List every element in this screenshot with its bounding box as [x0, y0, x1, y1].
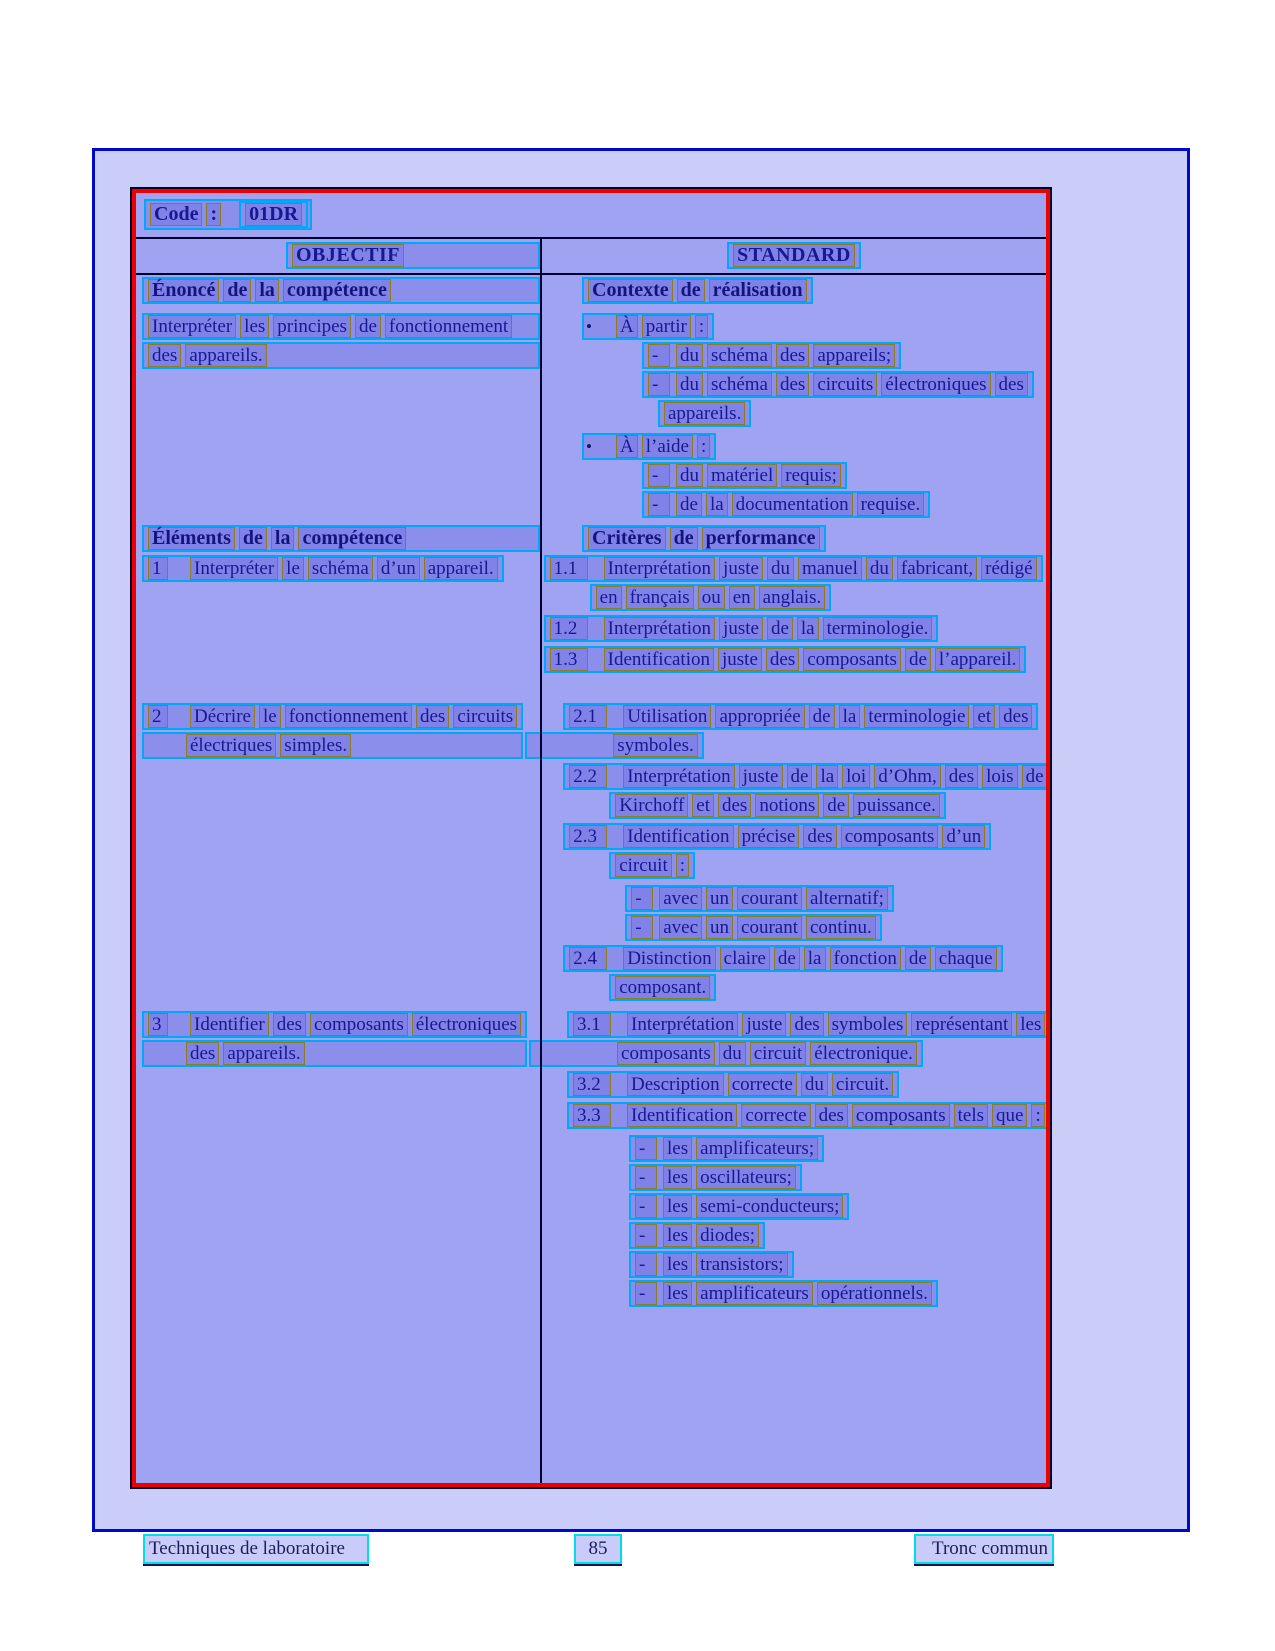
word-box: terminologie	[864, 705, 969, 728]
word-box: des	[999, 705, 1032, 728]
word-box: avec	[659, 916, 702, 939]
word-box: d’un	[377, 557, 420, 580]
criteria-1-cell	[506, 553, 1046, 701]
word-box: un	[706, 887, 733, 910]
word-box: semi-conducteurs;	[696, 1195, 843, 1218]
word-box: en	[596, 586, 622, 609]
word-box: et	[973, 705, 995, 728]
objectif-highlight	[286, 242, 540, 269]
word-box: de	[355, 315, 381, 338]
criterion-line	[567, 1011, 1046, 1038]
word-box: circuit	[615, 854, 672, 877]
word-box: des	[273, 1013, 306, 1036]
bullet-item	[582, 313, 714, 340]
element-1-cell	[136, 553, 504, 701]
criterion-2-3	[525, 823, 1046, 941]
word-box: de	[1022, 765, 1046, 788]
word-box: correcte	[728, 1073, 797, 1096]
element-line	[142, 1040, 527, 1067]
criterion-line	[525, 732, 704, 759]
criterion-line	[563, 703, 1038, 730]
criterion-line	[590, 584, 832, 611]
word-box: de	[787, 765, 813, 788]
code-label: Code	[150, 203, 202, 226]
competency-table	[130, 187, 1052, 1489]
criterion-number: 3.2	[573, 1073, 611, 1096]
criterion-number: 1.3	[550, 648, 588, 671]
statement-line	[142, 313, 540, 340]
word-box: Critères	[588, 527, 666, 550]
element-3-cell	[136, 1009, 527, 1483]
word-box: transistors;	[696, 1253, 787, 1276]
criterion-2-4	[525, 945, 1046, 1001]
dash-item	[629, 1251, 794, 1278]
word-box: continu.	[806, 916, 876, 939]
word-box: avec	[659, 887, 702, 910]
word-box: partir	[642, 315, 691, 338]
word-box: Interprétation	[623, 765, 734, 788]
element-number: 2	[148, 705, 168, 728]
criterion-number: 2.3	[569, 825, 607, 848]
table-header-row	[136, 239, 1046, 275]
word-box: terminologie.	[823, 617, 933, 640]
criterion-3-2	[529, 1071, 1046, 1098]
word-box: du	[801, 1073, 828, 1096]
word-box: Identification	[604, 648, 714, 671]
context-list	[542, 313, 1036, 518]
word-box: Interprétation	[627, 1013, 738, 1036]
word-box: d’un	[942, 825, 985, 848]
word-box: Énoncé	[148, 279, 219, 302]
word-box: loi	[842, 765, 870, 788]
dash-item	[629, 1164, 802, 1191]
word-box: composants	[310, 1013, 408, 1036]
column-header-standard: STANDARD	[733, 244, 855, 267]
word-box: l’appareil.	[935, 648, 1021, 671]
word-box: des	[776, 344, 809, 367]
word-box: schéma	[707, 344, 772, 367]
word-box: les	[663, 1166, 692, 1189]
section-title-elements	[142, 525, 540, 552]
dash-icon: -	[635, 1195, 657, 1218]
element-line	[142, 703, 523, 730]
word-box: de	[774, 947, 800, 970]
word-box: juste	[719, 617, 763, 640]
word-box: le	[259, 705, 281, 728]
word-box: rédigé	[981, 557, 1036, 580]
dash-icon: -	[648, 464, 670, 487]
word-box: appareils.	[223, 1042, 304, 1065]
word-box: performance	[702, 527, 820, 550]
word-box: de	[905, 648, 931, 671]
word-box: :	[676, 854, 689, 877]
code-line	[144, 199, 312, 230]
dash-icon: -	[635, 1137, 657, 1160]
word-box: symboles.	[613, 734, 698, 757]
word-box: anglais.	[759, 586, 826, 609]
word-box: Interpréter	[148, 315, 236, 338]
word-box: composants	[841, 825, 939, 848]
word-box: diodes;	[696, 1224, 759, 1247]
section-title-contexte	[582, 277, 813, 304]
word-box: courant	[737, 916, 802, 939]
criterion-line	[609, 974, 716, 1001]
criterion-1-2	[506, 615, 1043, 642]
word-box: amplificateurs;	[696, 1137, 818, 1160]
word-box: appareils.	[664, 402, 745, 425]
word-box: Interpréter	[190, 557, 278, 580]
section-headers-row	[136, 523, 1046, 553]
word-box: fonctionnement	[285, 705, 412, 728]
criterion-line	[544, 555, 1043, 582]
word-box: appropriée	[715, 705, 804, 728]
footer-page-number: 85	[574, 1534, 622, 1564]
word-box: courant	[737, 887, 802, 910]
word-box: des	[416, 705, 449, 728]
dash-item	[629, 1280, 938, 1307]
criterion-line	[529, 1040, 923, 1067]
criterion-line	[609, 852, 695, 879]
word-box: notions	[755, 794, 819, 817]
criterion-1-3	[506, 646, 1043, 673]
word-box: Identification	[627, 1104, 737, 1127]
word-box: que	[992, 1104, 1027, 1127]
word-box: schéma	[308, 557, 373, 580]
word-box: des	[186, 1042, 219, 1065]
word-box: circuit.	[832, 1073, 893, 1096]
word-box: opérationnels.	[817, 1282, 932, 1305]
table-red-frame	[132, 189, 1050, 1487]
competency-statement	[142, 313, 540, 369]
word-box: des	[766, 648, 799, 671]
criterion-number: 1.1	[550, 557, 588, 580]
word-box: circuits	[453, 705, 517, 728]
dash-icon: -	[631, 916, 653, 939]
word-box: français	[626, 586, 694, 609]
word-box: manuel	[798, 557, 862, 580]
word-box: composants	[852, 1104, 950, 1127]
word-box: fonctionnement	[385, 315, 512, 338]
word-box: la	[255, 279, 279, 302]
footer-program-name: Techniques de laboratoire	[143, 1534, 369, 1564]
word-box: fonction	[830, 947, 901, 970]
dash-item	[629, 1135, 824, 1162]
word-box: précise	[738, 825, 800, 848]
word-box: appareil.	[424, 557, 498, 580]
criterion-line	[563, 945, 1002, 972]
element-item-2	[142, 703, 523, 759]
word-box: compétence	[298, 527, 406, 550]
word-box: compétence	[283, 279, 391, 302]
word-box: requis;	[781, 464, 841, 487]
word-box: :	[697, 435, 710, 458]
word-box: principes	[273, 315, 351, 338]
dash-item	[642, 462, 847, 489]
criterion-line	[563, 763, 1046, 790]
criterion-3-1	[529, 1011, 1046, 1067]
criterion-3-3	[529, 1102, 1046, 1307]
section-statement-row	[136, 275, 1046, 523]
word-box: des	[776, 373, 809, 396]
word-box: de	[767, 617, 793, 640]
dash-icon: -	[635, 1166, 657, 1189]
bullet-icon: •	[586, 437, 592, 456]
word-box: documentation	[732, 493, 853, 516]
table-body	[136, 275, 1046, 1483]
word-box: des	[148, 344, 181, 367]
word-box: électronique.	[810, 1042, 917, 1065]
word-box: réalisation	[709, 279, 807, 302]
element-row-1	[136, 553, 1046, 701]
word-box: du	[676, 344, 703, 367]
word-box: alternatif;	[806, 887, 888, 910]
word-box: schéma	[707, 373, 772, 396]
section-title-enonce	[142, 277, 540, 304]
element-row-3	[136, 1009, 1046, 1483]
column-divider	[540, 275, 542, 1483]
word-box: requise.	[857, 493, 925, 516]
word-box: lois	[982, 765, 1017, 788]
criterion-line	[567, 1071, 899, 1098]
word-box: Décrire	[190, 705, 255, 728]
word-box: Interprétation	[604, 557, 715, 580]
word-box: chaque	[935, 947, 997, 970]
word-box: de	[676, 493, 702, 516]
word-box: les	[663, 1253, 692, 1276]
word-box: tels	[954, 1104, 988, 1127]
word-box: À	[616, 315, 638, 338]
criterion-2-2	[525, 763, 1046, 819]
word-box: électroniques	[412, 1013, 521, 1036]
word-box: du	[719, 1042, 746, 1065]
word-box: les	[663, 1282, 692, 1305]
criteria-2-cell	[525, 701, 1046, 1009]
word-box: des	[790, 1013, 823, 1036]
word-box: électroniques	[881, 373, 990, 396]
dash-item	[642, 371, 1034, 398]
word-box: juste	[742, 1013, 786, 1036]
word-box: Identifier	[190, 1013, 269, 1036]
dash-icon: -	[648, 373, 670, 396]
criterion-number: 2.2	[569, 765, 607, 788]
criterion-number: 3.1	[573, 1013, 611, 1036]
criterion-number: 3.3	[573, 1104, 611, 1127]
word-box: en	[729, 586, 755, 609]
footer-stream: Tronc commun	[914, 1534, 1054, 1564]
word-box: de	[223, 279, 251, 302]
column-header-objectif: OBJECTIF	[292, 244, 404, 267]
word-box: matériel	[707, 464, 777, 487]
word-box: À	[616, 435, 638, 458]
bullet-item	[582, 433, 716, 460]
word-box: amplificateurs	[696, 1282, 813, 1305]
code-value-box	[239, 201, 308, 228]
header-cell-objectif	[136, 239, 542, 273]
criterion-line	[544, 615, 939, 642]
criterion-line	[563, 823, 991, 850]
word-box: Distinction	[623, 947, 715, 970]
dash-icon: -	[648, 344, 670, 367]
word-box: juste	[739, 765, 783, 788]
criterion-line	[544, 646, 1027, 673]
word-box: Kirchoff	[615, 794, 688, 817]
dash-item-continuation	[658, 400, 751, 427]
word-box: de	[239, 527, 267, 550]
word-box: de	[823, 794, 849, 817]
word-box: juste	[719, 557, 763, 580]
word-box: puissance.	[853, 794, 940, 817]
word-box: :	[1031, 1104, 1044, 1127]
word-box: symboles	[828, 1013, 908, 1036]
element-number: 3	[148, 1013, 168, 1036]
word-box: la	[797, 617, 819, 640]
statement-cell	[136, 275, 540, 523]
dash-item	[642, 491, 930, 518]
word-box: de	[809, 705, 835, 728]
word-box: fabricant,	[897, 557, 977, 580]
word-box: électriques	[186, 734, 276, 757]
word-box: la	[706, 493, 728, 516]
word-box: les	[663, 1195, 692, 1218]
element-row-2	[136, 701, 1046, 1009]
criterion-1-1	[506, 555, 1043, 611]
criterion-line	[609, 792, 946, 819]
word-box: représentant	[911, 1013, 1012, 1036]
dash-icon: -	[631, 887, 653, 910]
element-item-3	[142, 1011, 527, 1067]
word-box: du	[676, 373, 703, 396]
word-box: claire	[720, 947, 770, 970]
header-cell-standard	[542, 239, 1046, 273]
word-box: Éléments	[148, 527, 235, 550]
section-title-criteres	[582, 525, 826, 552]
word-box: des	[815, 1104, 848, 1127]
code-colon: :	[206, 203, 221, 226]
dash-item	[642, 342, 901, 369]
criterion-number: 2.1	[569, 705, 607, 728]
element-item-1	[142, 555, 504, 582]
word-box: circuits	[813, 373, 877, 396]
code-row	[136, 193, 1046, 239]
word-box: et	[692, 794, 714, 817]
word-box: les	[1016, 1013, 1045, 1036]
word-box: le	[282, 557, 304, 580]
criterion-number: 2.4	[569, 947, 607, 970]
word-box: juste	[718, 648, 762, 671]
criteria-3-cell	[529, 1009, 1046, 1483]
word-box: les	[240, 315, 269, 338]
word-box: Utilisation	[623, 705, 711, 728]
word-box: composants	[617, 1042, 715, 1065]
criterion-line	[567, 1102, 1046, 1129]
word-box: de	[905, 947, 931, 970]
criterion-number: 1.2	[550, 617, 588, 640]
dash-icon: -	[648, 493, 670, 516]
word-box: des	[945, 765, 978, 788]
element-2-cell	[136, 701, 523, 1009]
word-box: la	[816, 765, 838, 788]
word-box: Contexte	[588, 279, 673, 302]
statement-line	[142, 342, 540, 369]
bullet-icon: •	[586, 317, 592, 336]
word-box: composant.	[615, 976, 710, 999]
word-box: les	[663, 1224, 692, 1247]
word-box: :	[695, 315, 708, 338]
dash-item	[625, 914, 882, 941]
word-box: la	[839, 705, 861, 728]
dash-icon: -	[635, 1224, 657, 1247]
word-box: Interprétation	[604, 617, 715, 640]
criteria-header-cell	[542, 523, 1046, 553]
criterion-2-1	[525, 703, 1046, 759]
dash-item	[625, 885, 894, 912]
code-value: 01DR	[245, 203, 302, 226]
document-panel	[92, 148, 1190, 1532]
word-box: appareils.	[185, 344, 266, 367]
word-box: circuit	[750, 1042, 807, 1065]
word-box: composants	[803, 648, 901, 671]
word-box: de	[670, 527, 698, 550]
word-box: Description	[627, 1073, 724, 1096]
element-line	[142, 1011, 527, 1038]
word-box: la	[804, 947, 826, 970]
word-box: d’Ohm,	[874, 765, 941, 788]
word-box: oscillateurs;	[696, 1166, 796, 1189]
element-number: 1	[148, 557, 168, 580]
word-box: appareils;	[813, 344, 895, 367]
standard-highlight	[727, 242, 861, 269]
word-box: des	[718, 794, 751, 817]
word-box: les	[663, 1137, 692, 1160]
word-box: ou	[698, 586, 725, 609]
word-box: Identification	[623, 825, 733, 848]
context-cell	[542, 275, 1046, 523]
word-box: du	[866, 557, 893, 580]
elements-header-cell	[136, 523, 540, 553]
word-box: l’aide	[642, 435, 693, 458]
word-box: un	[706, 916, 733, 939]
word-box: du	[676, 464, 703, 487]
dash-item	[629, 1222, 765, 1249]
word-box: des	[803, 825, 836, 848]
dash-icon: -	[635, 1282, 657, 1305]
element-line	[142, 732, 523, 759]
dash-icon: -	[635, 1253, 657, 1276]
dash-item	[629, 1193, 849, 1220]
word-box: simples.	[280, 734, 351, 757]
word-box: des	[995, 373, 1028, 396]
word-box: correcte	[741, 1104, 810, 1127]
word-box: de	[677, 279, 705, 302]
word-box: la	[271, 527, 295, 550]
word-box: du	[767, 557, 794, 580]
